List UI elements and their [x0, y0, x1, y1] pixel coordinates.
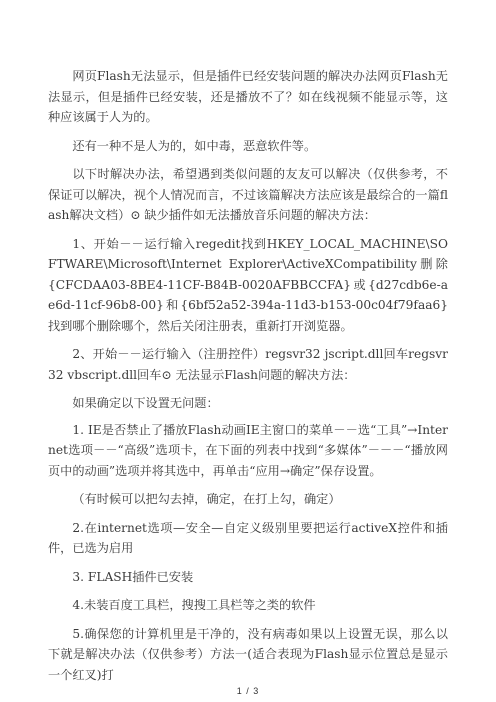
paragraph-note: （有时候可以把勾去掉，确定，在打上勾，确定）	[72, 492, 341, 506]
paragraph-check-settings: 如果确定以下设置无问题：	[72, 396, 219, 410]
paragraph-item-1: 1. IE是否禁止了播放Flash动画IE主窗口的菜单－－选“工具”→Internet选项－－“高级”选项卡，在下面的列表中找到“多媒体”－－－“播放网页中的动画”选项并将其选中，再单击“应用→确定”保存设置。	[48, 422, 448, 478]
paragraph-other-cause: 还有一种不是人为的，如中毒，恶意软件等。	[72, 138, 317, 153]
paragraph-item-3: 3. FLASH插件已安装	[72, 569, 194, 584]
paragraph-step-1: 1、开始－－运行输入regedit找到HKEY_LOCAL_MACHINE\SOFTWARE\Microsoft\Internet Explorer\ActiveXCompatibility删除{CFCDAA03-8BE4-11CF-B84B-0020AFBBCCFA}或{d27cdb6e-ae6d-11cf-96b8-00}和{6bf52a52-394a-11d3-b153-00c04f79faa6}找到哪个删除哪个，然后关闭注册表，重新打开浏览器。	[48, 236, 448, 333]
paragraph-item-2: 2.在internet选项—安全—自定义级别里要把运行activeX控件和插件，已选为启用	[48, 520, 448, 555]
paragraph-step-2: 2、开始－－运行输入（注册控件）regsvr32 jscript.dll回车regsvr32 vbscript.dll回车⊙ 无法显示Flash问题的解决方法：	[48, 347, 448, 382]
paragraph-intro: 网页Flash无法显示，但是插件已经安装问题的解决办法网页Flash无法显示，但是插件已经安装，还是播放不了？如在线视频不能显示等，这种应该属于人为的。	[48, 69, 448, 124]
page-number: 1 / 3	[236, 686, 260, 696]
paragraph-item-4: 4.未装百度工具栏，搜搜工具栏等之类的软件	[72, 598, 316, 612]
paragraph-solution-intro: 以下时解决办法，希望遇到类似问题的友友可以解决（仅供参考，不保证可以解决，视个人情况而言，不过该篇解决方法应该是最综合的一篇flash解决文档）⊙ 缺少插件如无法播放音乐问题的解决方法：	[48, 167, 448, 222]
paragraph-item-5: 5.确保您的计算机里是干净的，没有病毒如果以上设置无误，那么以下就是解决办法（仅供参考）方法一(适合表现为Flash显示位置总是显示一个红叉)打	[48, 626, 448, 682]
